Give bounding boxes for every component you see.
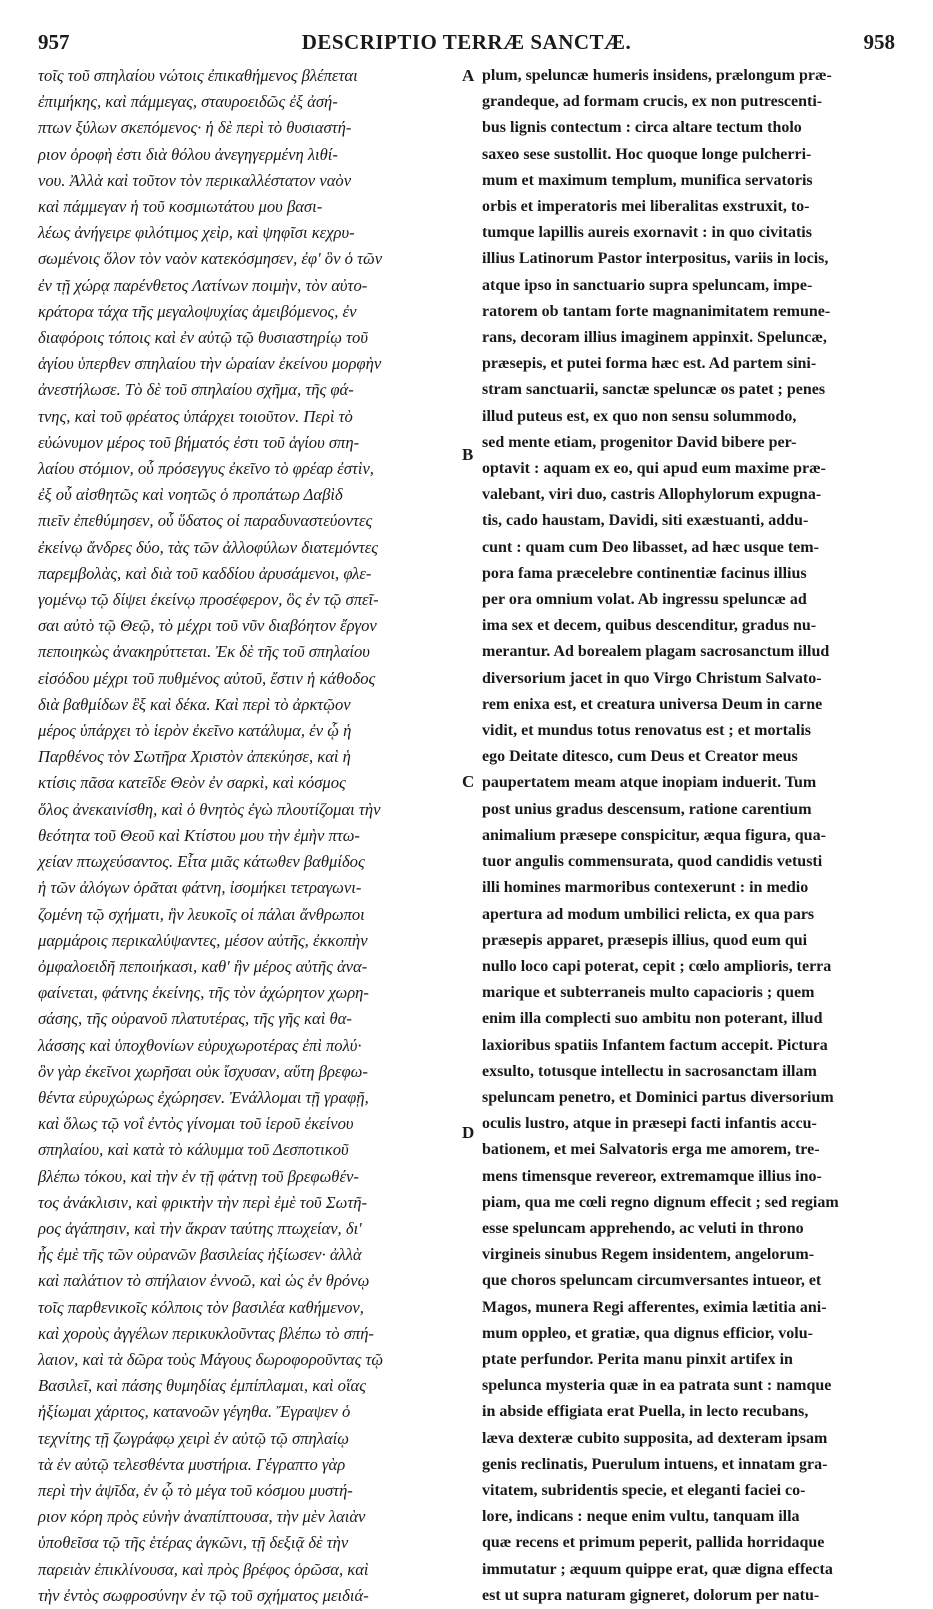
text-line: χείαν πτωχεύσαντος. Εἶτα μιᾶς κάτωθεν βαθμίδος: [38, 852, 365, 872]
text-line: ριον ὀροφὴ ἐστι διὰ θόλου ἀνεγηγερμένη λιθί-: [38, 144, 338, 164]
text-line: ego Deitate ditesco, cum Deus et Creator meus: [482, 748, 798, 766]
text-line: illius Latinorum Pastor interpositus, variis in locis,: [482, 250, 829, 268]
text-line: marique et subterraneis multo capacioris ; quem: [482, 984, 815, 1002]
text-line: stram sanctuarii, sanctæ speluncæ os patet ; penes: [482, 381, 826, 399]
text-line: εἰσόδου μέχρι τοῦ πυθμένος αὐτοῦ, ἔστιν ἡ κάθοδος: [38, 668, 376, 688]
text-line: plum, speluncæ humeris insidens, prælongum præ-: [482, 67, 832, 84]
text-line: præsepis apparet, præsepis illius, quod eum qui: [482, 931, 808, 949]
text-line: θεότητα τοῦ Θεοῦ καὶ Κτίστου μου τὴν ἐμὴν πτω-: [38, 825, 360, 845]
text-line: ἐκείνῳ ἄνδρες δύο, τὰς τῶν ἀλλοφύλων διατεμόντες: [38, 537, 378, 557]
text-line: παρεμβολὰς, καὶ διὰ τοῦ καδδίου ἀρυσάμενοι, φλε-: [38, 563, 372, 583]
text-line: piam, qua me cœli regno dignum effecit ; sed regiam: [482, 1193, 839, 1211]
text-line: πτων ξύλων σκεπόμενος· ἡ δὲ περὶ τὸ θυσιαστή-: [38, 118, 352, 138]
text-line: vitatem, subridentis specie, et eleganti faciei co-: [482, 1481, 806, 1499]
text-line: τοῖς παρθενικοῖς κόλποις τὸν βασιλέα καθήμενον,: [38, 1297, 364, 1317]
text-line: valebant, viri duo, castris Allophylorum expugna-: [482, 486, 822, 504]
text-line: τνης, καὶ τοῦ φρέατος ὑπάρχει τοιοῦτον. Περὶ τὸ: [38, 406, 353, 426]
text-line: καὶ παλάτιον τὸ σπήλαιον ἐννοῶ, καὶ ὡς ἐν θρόνῳ: [38, 1271, 370, 1291]
text-line: ima sex et decem, quibus descenditur, gradus nu-: [482, 617, 817, 635]
text-line: ρος ἀγάπησιν, καὶ τὴν ἄκραν ταύτης πτωχείαν, δι': [38, 1218, 362, 1238]
text-line: bus lignis contectum : circa altare tectum tholo: [482, 119, 802, 137]
text-line: mum oppleo, et gratiæ, qua dignus efficior, volu-: [482, 1324, 813, 1342]
text-line: exsulto, totusque intellectu in sacrosanctam illam: [482, 1062, 817, 1080]
text-line: per ora omnium volat. Ab ingressu speluncæ ad: [482, 591, 807, 609]
text-line: γομένῳ τῷ δίψει ἐκείνῳ προσέφερον, ὃς ἐν τῷ σπεῖ-: [38, 590, 379, 610]
text-line: πιεῖν ἐπεθύμησεν, οὗ ὕδατος οἱ παραδυναστεύοντες: [38, 511, 373, 531]
text-line: mum et maximum templum, munifica servatoris: [482, 171, 813, 189]
text-line: pora fama præcelebre continentiæ facinus illius: [482, 564, 807, 582]
text-line: est ut supra naturam gigneret, dolorum per natu-: [482, 1586, 820, 1604]
text-line: ἧς ἐμὲ τῆς τῶν οὐρανῶν βασιλείας ἠξίωσεν· ἀλλὰ: [38, 1245, 362, 1265]
text-line: spelunca mysteria quæ in ea patrata sunt : namque: [482, 1377, 832, 1395]
text-line: ἐξ οὗ αἰσθητῶς καὶ νοητῶς ὁ προπάτωρ Δαβὶδ: [38, 485, 343, 505]
text-line: Βασιλεῖ, καὶ πάσης θυμηδίας ἐμπίπλαμαι, καὶ οἵας: [38, 1376, 367, 1396]
text-line: σαι αὐτὸ τῷ Θεῷ, τὸ μέχρι τοῦ νῦν διαβόητον ἔργον: [38, 616, 377, 636]
text-line: læva dexteræ cubito supposita, ad dexteram ipsam: [482, 1429, 828, 1447]
text-line: oculis lustro, atque in præsepi facti infantis accu-: [482, 1115, 817, 1133]
text-line: τὴν ἐντὸς σωφροσύνην ἐν τῷ τοῦ σχήματος μειδιά-: [38, 1585, 369, 1605]
text-line: mens timensque revereor, extremamque illius ino-: [482, 1167, 822, 1185]
text-line: tis, cado haustam, Davidi, siti exæstuanti, addu-: [482, 512, 809, 530]
text-line: ἁγίου ὑπερθεν σπηλαίου τὴν ὡραίαν ἐκείνου μορφὴν: [38, 354, 382, 374]
text-line: νου. Ἀλλὰ καὶ τοῦτον τὸν περικαλλέστατον ναὸν: [38, 170, 352, 190]
text-line: Magos, munera Regi afferentes, eximia lætitia ani-: [482, 1298, 827, 1316]
text-line: διὰ βαθμίδων ἓξ καὶ δέκα. Καὶ περὶ τὸ ἀρκτῷον: [38, 694, 351, 714]
text-line: διαφόροις τόποις καὶ ἐν αὐτῷ τῷ θυσιαστηρίῳ τοῦ: [38, 328, 368, 348]
text-line: ὑποθεῖσα τῷ τῆς ἑτέρας ἀγκῶνι, τῇ δεξιᾷ δὲ τὴν: [38, 1533, 349, 1553]
text-line: diversorium jacet in quo Virgo Christum Salvato-: [482, 669, 822, 687]
text-line: παρειὰν ἐπικλίνουσα, καὶ πρὸς βρέφος ὁρῶσα, καὶ: [38, 1559, 369, 1579]
text-line: τὰ ἐν αὐτῷ τελεσθέντα μυστήρια. Γέγραπτο γὰρ: [38, 1454, 346, 1474]
text-line: nullo loco capi poterat, cepit ; cœlo amplioris, terra: [482, 957, 832, 975]
text-line: καὶ πάμμεγαν ἡ τοῦ κοσμιωτάτου μου βασι-: [38, 197, 323, 217]
text-line: que choros speluncam circumversantes intueor, et: [482, 1272, 822, 1290]
text-line: esse speluncam apprehendo, ac veluti in throno: [482, 1219, 804, 1237]
text-line: quæ recens et primum peperit, pallida horridaque: [482, 1534, 825, 1552]
text-line: εὐώνυμον μέρος τοῦ βήματός ἐστι τοῦ ἁγίου σπη-: [38, 432, 360, 452]
text-line: τος ἀνάκλισιν, καὶ φρικτὴν τὴν περὶ ἐμὲ τοῦ Σωτῆ-: [38, 1192, 368, 1212]
text-line: cunt : quam cum Deo libasset, ad hæc usque tem-: [482, 538, 819, 556]
text-line: ἐπιμήκης, καὶ πάμμεγας, σταυροειδῶς ἐξ ἀσή-: [38, 92, 338, 112]
text-line: in abside effigiata erat Puella, in lecto recubans,: [482, 1403, 809, 1421]
text-line: ὅλος ἀνεκαινίσθη, καὶ ὁ θνητὸς ἐγὼ πλουτίζομαι τὴν: [38, 799, 381, 819]
text-line: καὶ ὅλως τῷ νοΐ ἐντὸς γίνομαι τοῦ ἱεροῦ ἐκείνου: [38, 1114, 354, 1134]
text-line: orbis et imperatoris mei liberalitas exstruxit, to-: [482, 198, 810, 216]
text-line: grandeque, ad formam crucis, ex non putrescenti-: [482, 93, 823, 111]
text-line: rans, decoram illius imaginem appinxit. Speluncæ,: [482, 329, 827, 347]
text-line: virgineis sinubus Regem insidentem, angelorum-: [482, 1246, 815, 1264]
text-line: ἐν τῇ χώρᾳ παρένθετος Λατίνων ποιμὴν, τὸν αὐτο-: [38, 275, 368, 295]
text-line: laxioribus spatiis Infantem factum accepit. Pictura: [482, 1036, 828, 1054]
text-line: βλέπω τόκου, καὶ τὴν ἐν τῇ φάτνῃ τοῦ βρεφωθέν-: [38, 1166, 359, 1186]
text-line: ὀμφαλοειδῆ πεποιήκασι, καθ' ἣν μέρος αὐτῆς ἀνα-: [38, 956, 368, 976]
text-line: Παρθένος τὸν Σωτῆρα Χριστὸν ἀπεκύησε, καὶ ἡ: [38, 747, 351, 767]
running-header: [30, 22, 903, 62]
text-line: vidit, et mundus totus renovatus est ; et mortalis: [482, 722, 812, 740]
text-line: ratorem ob tantam forte magnanimitatem remune-: [482, 302, 831, 320]
greek-column: [38, 63, 458, 1605]
latin-column: [482, 63, 900, 1604]
text-line: περὶ τὴν ἀψῖδα, ἐν ᾧ τὸ μέγα τοῦ κόσμου μυστή-: [38, 1480, 353, 1500]
text-line: θέντα εὐρυχώρως ἐχώρησεν. Ἐνάλλομαι τῇ γραφῇ,: [38, 1087, 369, 1107]
running-title: DESCRIPTIO TERRÆ SANCTÆ.: [301, 30, 632, 54]
text-line: καὶ χοροὺς ἀγγέλων περικυκλοῦντας βλέπω τὸ σπή-: [38, 1323, 374, 1343]
page-number-left: 957: [38, 30, 70, 54]
text-line: rem enixa est, et creatura universa Deum in carne: [482, 695, 823, 713]
text-line: saxeo sese sustollit. Hoc quoque longe pulcherri-: [482, 145, 812, 163]
margin-letter-a: A: [462, 66, 475, 85]
text-line: τοῖς τοῦ σπηλαίου νώτοις ἐπικαθήμενος βλέπεται: [38, 66, 358, 85]
text-line: μαρμάροις περικαλύψαντες, μέσον αὐτῆς, ἐκκοπὴν: [38, 930, 368, 950]
text-line: ἡ τῶν ἀλόγων ὁρᾶται φάτνη, ἰσομήκει τετραγωνι-: [38, 878, 362, 898]
text-line: lore, indicans : neque enim vultu, tanquam illa: [482, 1508, 800, 1526]
text-line: immutatur ; æquum quippe erat, quæ digna effecta: [482, 1560, 833, 1578]
text-line: ἠξίωμαι χάριτος, κατανοῶν γέγηθα. Ἔγραψεν ὁ: [38, 1402, 351, 1422]
text-line: animalium præsepe conspicitur, æqua figura, qua-: [482, 826, 826, 844]
text-line: λαιον, καὶ τὰ δῶρα τοὺς Μάγους δωροφοροῦντας τῷ: [38, 1349, 384, 1369]
margin-letter-c: C: [462, 772, 475, 791]
text-line: λαίου στόμιον, οὗ πρόσεγγυς ἐκεῖνο τὸ φρέαρ ἐστὶν,: [38, 459, 374, 479]
text-line: optavit : aquam ex eo, qui apud eum maxime præ-: [482, 460, 827, 478]
text-line: genis reclinatis, Puerulum intuens, et innatam gra-: [482, 1455, 828, 1473]
text-line: φαίνεται, φάτνης ἐκείνης, τῆς τὸν ἀχώρητον χωρη-: [38, 983, 369, 1003]
text-line: illi homines marmoribus contexerunt : in medio: [482, 879, 809, 897]
text-line: πεποιηκὼς ἀνακηρύττεται. Ἐκ δὲ τῆς τοῦ σπηλαίου: [38, 642, 370, 662]
text-line: illud puteus est, ex quo non sensu solummodo,: [482, 407, 797, 425]
text-line: merantur. Ad borealem plagam sacrosanctum illud: [482, 643, 830, 661]
text-line: ριον κόρη πρὸς εὐνὴν ἀναπίπτουσα, τὴν μὲν λαιὰν: [38, 1507, 366, 1527]
text-line: σωμένοις ὅλον τὸν ναὸν κατεκόσμησεν, ἐφ' ὃν ὁ τῶν: [38, 249, 383, 269]
text-line: λάσσης καὶ ὑποχθονίων εὐρυχωροτέρας ἐπὶ πολύ·: [38, 1035, 362, 1055]
text-line: κτίσις πᾶσα κατεῖδε Θεὸν ἐν σαρκὶ, καὶ κόσμος: [38, 773, 346, 793]
text-line: τεχνίτης τῇ ζωγράφῳ χειρὶ ἐν αὐτῷ τῷ σπηλαίῳ: [38, 1428, 349, 1448]
text-line: ζομένη τῷ σχήματι, ἣν λευκοῖς οἱ πάλαι ἄνθρωποι: [38, 904, 365, 924]
text-line: tuor angulis commensurata, quod candidis vetusti: [482, 853, 823, 871]
text-line: κράτορα τάχα τῆς μεγαλοψυχίας ἀμειβόμενος, ἐν: [38, 301, 357, 321]
text-line: atque ipso in sanctuario supra speluncam, impe-: [482, 276, 813, 294]
text-line: μέρος ὑπάρχει τὸ ἱερὸν ἐκεῖνο κατάλυμα, ἐν ᾧ ἡ: [38, 721, 352, 741]
text-line: ptate perfundor. Perita manu pinxit artifex in: [482, 1350, 793, 1368]
text-line: apertura ad modum umbilici relicta, ex qua pars: [482, 905, 815, 923]
text-line: λέως ἀνήγειρε φιλότιμος χεὶρ, καὶ ψηφῖσι κεχρυ-: [38, 223, 355, 243]
text-line: bationem, et mei Salvatoris erga me amorem, tre-: [482, 1141, 820, 1159]
page-number-right: 958: [863, 30, 895, 54]
margin-letter-b: B: [462, 445, 474, 464]
text-line: σάσης, τῆς οὐρανοῦ πλατυτέρας, τῆς γῆς καὶ θα-: [38, 1009, 352, 1029]
text-line: tumque lapillis aureis exornavit : in quo civitatis: [482, 224, 812, 242]
text-line: σπηλαίου, καὶ κατὰ τὸ κάλυμμα τοῦ Δεσποτικοῦ: [38, 1140, 349, 1160]
text-line: præsepis, et putei forma hæc est. Ad partem sini-: [482, 355, 817, 373]
text-line: enim illa complecti suo ambitu non poterant, illud: [482, 1010, 823, 1028]
text-line: speluncam penetro, et Dominici partus diversorium: [482, 1088, 834, 1106]
text-line: ὃν γὰρ ἐκεῖνοι χωρῆσαι οὐκ ἴσχυσαν, αὕτη βρεφω-: [38, 1061, 368, 1081]
text-line: paupertatem meam atque inopiam induerit. Tum: [482, 774, 817, 792]
text-line: sed mente etiam, progenitor David bibere per-: [482, 433, 797, 451]
margin-letter-d: D: [462, 1123, 475, 1142]
text-line: ἀνεστήλωσε. Τὸ δὲ τοῦ σπηλαίου σχῆμα, τῆς φά-: [38, 380, 354, 400]
text-line: post unius gradus descensum, ratione carentium: [482, 800, 812, 818]
